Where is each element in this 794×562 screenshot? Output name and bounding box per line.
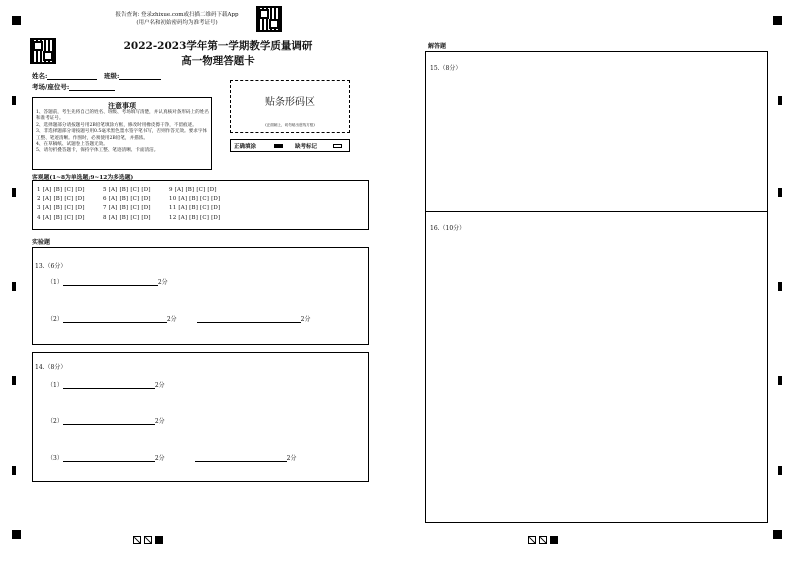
- correct-fill-label: 正确填涂: [234, 144, 257, 150]
- choice-group[interactable]: 3 [A] [B] [C] [D]: [37, 205, 85, 212]
- choice-group[interactable]: 2 [A] [B] [C] [D]: [37, 196, 85, 203]
- q13-part1-score: 2分: [157, 279, 168, 286]
- q14-part2-label: （2）: [47, 418, 63, 425]
- timing-mark: [12, 96, 16, 105]
- page-title: 2022-2023学年第一学期教学质量调研: [123, 40, 313, 52]
- objective-row: [37, 204, 235, 213]
- q14-part2-score: 2分: [154, 418, 165, 425]
- timing-mark: [778, 282, 782, 291]
- barcode-title: 贴条形码区: [265, 97, 315, 108]
- q14-part1[interactable]: [47, 380, 165, 389]
- timing-mark: [12, 282, 16, 291]
- name-field[interactable]: [32, 71, 97, 80]
- class-field[interactable]: [104, 71, 161, 80]
- corner-mark-top-left: [12, 16, 21, 25]
- timing-mark: [778, 466, 782, 475]
- choice-group[interactable]: 12 [A] [B] [C] [D]: [169, 214, 221, 221]
- notes-title: 注意事项: [108, 101, 136, 110]
- choice-group[interactable]: 5 [A] [B] [C] [D]: [103, 187, 151, 193]
- choice-group[interactable]: 11 [A] [B] [C] [D]: [169, 205, 221, 212]
- exam-seat-field[interactable]: [32, 82, 115, 91]
- name-label: 姓名:: [32, 72, 48, 80]
- q15-heading: 15.（8分）: [430, 65, 462, 72]
- corner-mark-top-right: [773, 16, 782, 25]
- q13-part2-label: （2）: [47, 316, 63, 323]
- timing-mark: [778, 96, 782, 105]
- paper-qr-code: [30, 38, 56, 64]
- page-subtitle: 高一物理答题卡: [181, 55, 255, 67]
- choice-group[interactable]: 9 [A] [B] [C] [D]: [169, 187, 217, 193]
- page-id-marks-right: [528, 529, 558, 548]
- note-item: 2、选择题部分请按题号用2B铅笔填涂方框，修改时用橡皮擦干净，不留痕迹。: [36, 122, 197, 128]
- q14-part3[interactable]: [47, 453, 296, 462]
- objective-answer-box: [32, 180, 369, 230]
- fill-legend: [230, 139, 350, 152]
- absent-mark-label[interactable]: 缺考标记: [295, 144, 318, 150]
- report-notice-line2: (用户名和初始密码均为准考证号): [136, 20, 218, 26]
- q14-part3-score-a: 2分: [154, 455, 165, 462]
- app-qr-code: [256, 6, 282, 32]
- choice-group[interactable]: 4 [A] [B] [C] [D]: [37, 214, 85, 221]
- objective-row: [37, 186, 235, 195]
- q13-heading: 13.（6分）: [35, 263, 67, 270]
- choice-group[interactable]: 10 [A] [B] [C] [D]: [169, 196, 221, 203]
- q13-part2-score-b: 2分: [300, 316, 311, 323]
- exam-seat-label: 考场/座位号:: [32, 83, 70, 91]
- q15-answer-area[interactable]: [425, 51, 768, 212]
- correct-fill-sample-icon: [274, 144, 283, 148]
- report-notice: [114, 11, 240, 27]
- objective-grid[interactable]: [37, 186, 235, 223]
- timing-mark: [778, 376, 782, 385]
- q16-answer-area[interactable]: [425, 211, 768, 523]
- q16-heading: 16.（10分）: [430, 225, 466, 232]
- choice-group[interactable]: 1 [A] [B] [C] [D]: [37, 187, 85, 193]
- note-item: 1、答题前，考生先将自己的姓名、班级、考场填写清楚，并认真核对条形码上的姓名和准考证号。: [36, 110, 209, 122]
- q14-heading: 14.（8分）: [35, 364, 67, 371]
- objective-section-title: 客观题(1~8为单选题;9~12为多选题): [32, 175, 134, 181]
- note-item: 3、非选择题部分请按题号用0.5毫米黑色墨水签字笔书写，否则作答无效。要求字体工整、笔迹清晰。作图时，必须使用2B铅笔，并描浓。: [36, 129, 208, 141]
- corner-mark-bottom-left: [12, 530, 21, 539]
- timing-mark: [12, 188, 16, 197]
- q14-part1-score: 2分: [154, 382, 165, 389]
- barcode-hint: (正面朝上，切勿贴出虚线方框): [265, 123, 315, 127]
- q13-part2-score-a: 2分: [166, 316, 177, 323]
- choice-group[interactable]: 6 [A] [B] [C] [D]: [103, 196, 151, 203]
- absent-mark-checkbox[interactable]: [333, 144, 342, 148]
- class-label: 班级:: [104, 72, 120, 80]
- timing-mark: [12, 376, 16, 385]
- notes-list: [36, 110, 209, 155]
- choice-group[interactable]: 7 [A] [B] [C] [D]: [103, 205, 151, 212]
- q14-box: [32, 352, 369, 482]
- objective-row: [37, 195, 235, 204]
- choice-group[interactable]: 8 [A] [B] [C] [D]: [103, 214, 151, 221]
- barcode-area: [230, 80, 350, 133]
- q13-part2[interactable]: [47, 314, 310, 323]
- q13-part1-label: （1）: [47, 279, 63, 286]
- timing-mark: [12, 466, 16, 475]
- objective-row: [37, 214, 235, 223]
- report-notice-line1: 报告查询: 登录zhixue.com或扫描二维码下载App: [115, 12, 239, 18]
- experiment-section-title: 实验题: [32, 239, 51, 246]
- page-id-marks-left: [133, 529, 163, 548]
- q14-part2[interactable]: [47, 416, 165, 425]
- corner-mark-bottom-right: [773, 530, 782, 539]
- note-item: 4、在草稿纸、试题卷上答题无效。: [36, 142, 108, 148]
- notes-box: [32, 97, 212, 170]
- q14-part1-label: （1）: [47, 382, 63, 389]
- q13-part1[interactable]: [47, 277, 168, 286]
- answer-section-title: 解答题: [428, 43, 447, 50]
- note-item: 5、请勿折叠答题卡，保持字体工整、笔迹清晰、卡面清洁。: [36, 148, 159, 154]
- q14-part3-score-b: 2分: [286, 455, 297, 462]
- q13-box: [32, 247, 369, 345]
- q14-part3-label: （3）: [47, 455, 63, 462]
- timing-mark: [778, 188, 782, 197]
